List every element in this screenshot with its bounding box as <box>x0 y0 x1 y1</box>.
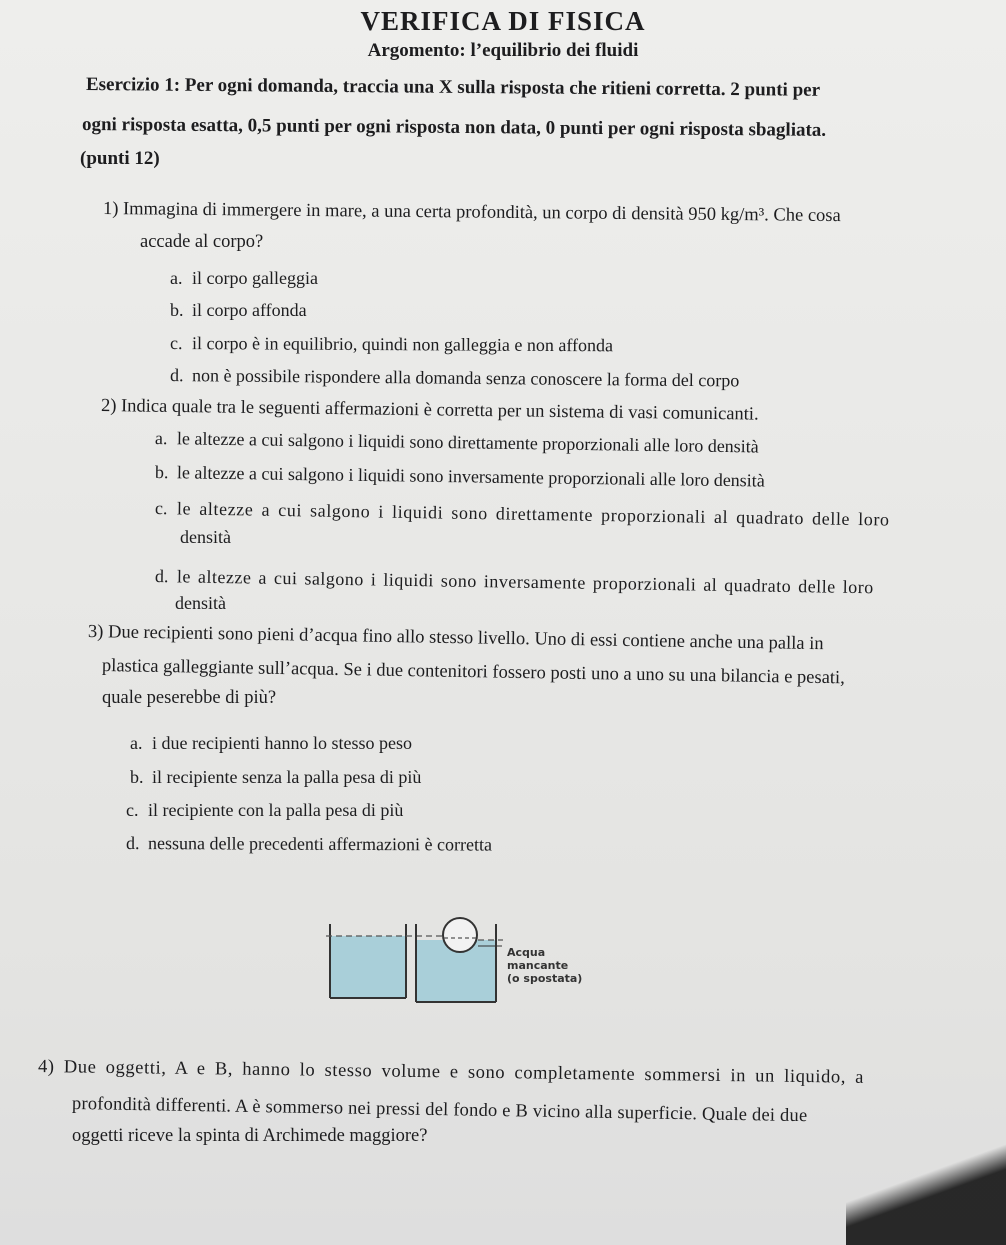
question-1-text-line-1: 1) Immagina di immergere in mare, a una certa profondità, un corpo di densità 950 kg/m³. Che cosa <box>102 199 841 227</box>
q3-option-d[interactable]: d. nessuna delle precedenti affermazioni è corretta <box>125 833 493 855</box>
question-2-text: 2) Indica quale tra le seguenti affermazioni è corretta per un sistema di vasi comunicanti. <box>100 396 759 425</box>
question-3-text-line-2: plastica galleggiante sull’acqua. Se i due contenitori fossero posti uno a uno su una bilancia e pesati, <box>101 656 845 689</box>
q1-option-d[interactable]: d. non è possibile rispondere alla domanda senza conoscere la forma del corpo <box>169 365 740 391</box>
exercise-instructions-line-2: ogni risposta esatta, 0,5 punti per ogni risposta non data, 0 punti per ogni risposta sbagliata. <box>81 114 827 141</box>
question-3-text-line-3: quale peserebbe di più? <box>102 688 277 708</box>
question-3-text-line-1: 3) Due recipienti sono pieni d’acqua fino allo stesso livello. Uno di essi contiene anche una palla in <box>87 622 824 655</box>
q1-option-c[interactable]: c. il corpo è in equilibrio, quindi non galleggia e non affonda <box>169 333 614 356</box>
floating-ball <box>443 918 477 952</box>
q2-option-c-continuation: densità <box>180 527 231 547</box>
exercise-points: (punti 12) <box>80 148 160 169</box>
page-shadow <box>846 1135 1006 1245</box>
q2-option-c[interactable]: c. le altezze a cui salgono i liquidi sono direttamente proporzionali al quadrato delle loro <box>154 498 890 530</box>
q2-option-d-continuation: densità <box>175 593 226 613</box>
q2-option-d[interactable]: d. le altezze a cui salgono i liquidi sono inversamente proporzionali al quadrato delle loro <box>154 566 874 598</box>
question-1-text-line-2: accade al corpo? <box>140 232 264 252</box>
exercise-instructions-line-1: Esercizio 1: Per ogni domanda, traccia una X sulla risposta che ritieni corretta. 2 punti per <box>85 74 821 101</box>
q3-option-b[interactable]: b. il recipiente senza la palla pesa di più <box>130 767 422 787</box>
q2-option-b[interactable]: b. le altezze a cui salgono i liquidi sono inversamente proporzionali alle loro densità <box>154 462 765 491</box>
question-4-text-line-1: 4) Due oggetti, A e B, hanno lo stesso volume e sono completamente sommersi in un liquido, a <box>37 1057 865 1088</box>
question-4-text-line-2: profondità differenti. A è sommerso nei pressi del fondo e B vicino alla superficie. Quale dei due <box>71 1094 808 1127</box>
q3-option-c[interactable]: c. il recipiente con la palla pesa di più <box>126 800 404 820</box>
figure-label: Acqua mancante (o spostata) <box>507 946 583 985</box>
q2-option-a[interactable]: a. le altezze a cui salgono i liquidi sono direttamente proporzionali alle loro densità <box>154 428 759 457</box>
question-4-text-line-3: oggetti riceve la spinta di Archimede maggiore? <box>72 1126 428 1146</box>
q1-option-b[interactable]: b. il corpo affonda <box>170 300 307 320</box>
container-left-water <box>330 936 406 998</box>
q1-option-a[interactable]: a. il corpo galleggia <box>170 268 318 288</box>
page-subtitle: Argomento: l’equilibrio dei fluidi <box>367 40 639 61</box>
page-title: VERIFICA DI FISICA <box>360 6 646 36</box>
q3-option-a[interactable]: a. i due recipienti hanno lo stesso peso <box>130 733 412 753</box>
containers-figure <box>318 910 508 1006</box>
